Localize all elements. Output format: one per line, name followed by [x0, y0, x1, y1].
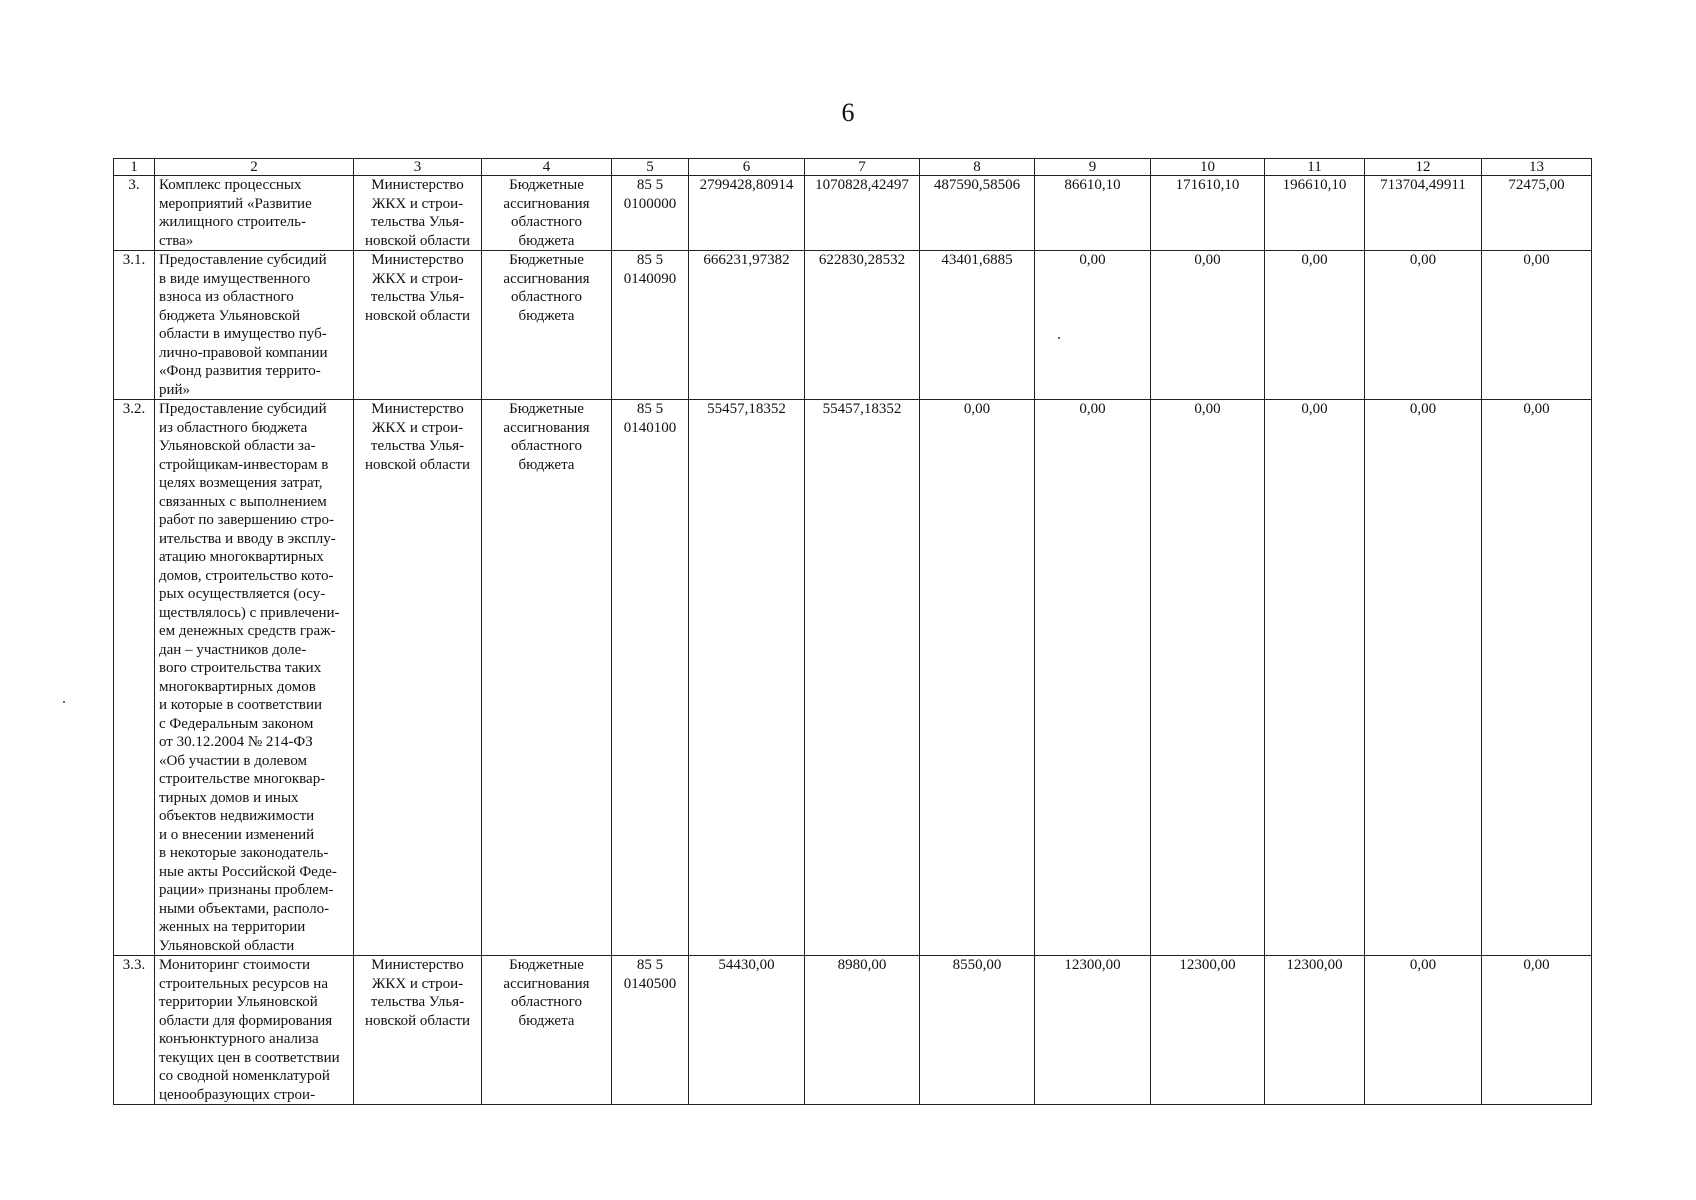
amount-cell: 0,00 [1365, 400, 1482, 956]
measure-name-line: Предоставление субсидий [159, 401, 327, 417]
measure-name-line: работ по завершению стро- [159, 512, 335, 528]
measure-name-line: Мониторинг стоимости [159, 957, 310, 973]
scan-speck [63, 701, 65, 703]
measure-name-line: ные акты Российской Феде- [159, 863, 337, 880]
column-number: 11 [1265, 159, 1365, 176]
measure-name-line: области в имущество пуб- [159, 326, 327, 342]
measure-name-line: Предоставление субсидий [159, 252, 327, 268]
measure-name-line: со сводной номенклатурой [159, 1068, 330, 1084]
responsible-line: тельства Улья- [370, 994, 465, 1010]
column-number: 4 [482, 159, 612, 176]
amount-cell: 0,00 [1151, 400, 1265, 956]
measure-name-line: в некоторые законодатель- [159, 845, 329, 861]
responsible-executor [354, 400, 482, 956]
funding-source-line: ассигнования [503, 195, 590, 212]
measure-name-line: мероприятий «Развитие [159, 195, 312, 212]
funding-source-line: бюджета [518, 232, 575, 249]
measure-name-line: тирных домов и иных [159, 789, 299, 806]
measure-name-line: вого строительства таких [159, 660, 322, 676]
table-row [114, 956, 1592, 1105]
budget-code-line: 40100 [638, 419, 677, 436]
amount-cell: 12300,00 [1265, 956, 1365, 1105]
table-row [114, 400, 1592, 956]
measure-name [155, 400, 354, 956]
amount-cell: 55457,18352 [689, 400, 805, 956]
measure-name [155, 251, 354, 400]
column-number: 9 [1035, 159, 1151, 176]
responsible-line: тельства Улья- [370, 289, 465, 305]
amount-cell: 72475,00 [1482, 176, 1592, 251]
amount-cell: 0,00 [1265, 400, 1365, 956]
measure-name-line: «Фонд развития террито- [159, 363, 321, 379]
measure-name-line: ительства и вводу в эксплу- [159, 530, 336, 547]
measure-name-line: бюджета Ульяновской [159, 307, 301, 324]
measure-name-line: атацию многоквартирных [159, 549, 324, 565]
measure-name-line: из областного бюджета [159, 419, 308, 436]
funding-source-line: Бюджетные [509, 252, 584, 268]
funding-source-line: областного [511, 214, 582, 230]
responsible-line: новской области [364, 456, 471, 473]
budget-code [612, 956, 689, 1105]
funding-source [482, 176, 612, 251]
measure-name-line: строительстве многоквар- [159, 771, 326, 787]
budget-code-line: 40090 [638, 270, 677, 287]
column-number: 10 [1151, 159, 1265, 176]
funding-source-line: областного [511, 289, 582, 305]
amount-cell: 0,00 [1482, 251, 1592, 400]
amount-cell: 8550,00 [920, 956, 1035, 1105]
column-number-row [114, 159, 1592, 176]
measure-name-line: женных на территории [159, 919, 306, 935]
column-number: 1 [114, 159, 155, 176]
funding-source-line: ассигнования [503, 419, 590, 436]
budget-code [612, 176, 689, 251]
amount-cell: 0,00 [1151, 251, 1265, 400]
funding-source-line: Бюджетные [509, 957, 584, 973]
measure-name-line: рых осуществляется (осу- [159, 586, 326, 602]
responsible-line: Министерство [371, 957, 464, 973]
measure-name-line: текущих цен в соответствии [159, 1049, 340, 1066]
responsible-executor [354, 176, 482, 251]
row-number: 3.1. [114, 251, 155, 400]
amount-cell: 0,00 [920, 400, 1035, 956]
measure-name-line: стройщикам-инвесторам в [159, 456, 329, 473]
column-number: 3 [354, 159, 482, 176]
budget-code-line: 40500 [638, 975, 677, 992]
amount-cell: 0,00 [1365, 251, 1482, 400]
funding-source-line: ассигнования [503, 270, 590, 287]
row-number: 3. [114, 176, 155, 251]
responsible-line: Министерство [371, 177, 464, 193]
amount-cell: 12300,00 [1151, 956, 1265, 1105]
budget-code-line: 85 5 01 [623, 401, 664, 436]
amount-cell: 666231,97382 [689, 251, 805, 400]
amount-cell: 55457,18352 [805, 400, 920, 956]
responsible-line: новской области [364, 232, 471, 249]
budget-code-line: 85 5 01 [623, 252, 664, 287]
amount-cell: 2799428,80914 [689, 176, 805, 251]
amount-cell: 196610,10 [1265, 176, 1365, 251]
measure-name-line: строительных ресурсов на [159, 975, 328, 992]
amount-cell: 12300,00 [1035, 956, 1151, 1105]
measure-name-line: области для формирования [159, 1012, 333, 1029]
measure-name-line: домов, строительство кото- [159, 567, 334, 584]
measure-name-line: ществлялось) с привлечени- [159, 604, 340, 621]
measure-name-line: Ульяновской области [159, 937, 295, 954]
funding-source-line: бюджета [518, 1012, 575, 1029]
budget-code [612, 400, 689, 956]
measure-name-line: Ульяновской области за- [159, 438, 316, 454]
measure-name-line: рий» [159, 381, 191, 398]
responsible-line: новской области [364, 307, 471, 324]
funding-source [482, 400, 612, 956]
column-number: 7 [805, 159, 920, 176]
measure-name-line: территории Ульяновской [159, 994, 318, 1010]
row-number: 3.2. [114, 400, 155, 956]
measure-name-line: ем денежных средств граж- [159, 623, 336, 639]
amount-cell: 0,00 [1482, 956, 1592, 1105]
funding-source-line: ассигнования [503, 975, 590, 992]
budget-code [612, 251, 689, 400]
responsible-line: ЖКХ и строи- [371, 270, 464, 287]
measure-name-line: конъюнктурного анализа [159, 1031, 319, 1047]
funding-source [482, 956, 612, 1105]
responsible-line: ЖКХ и строи- [371, 195, 464, 212]
column-number: 8 [920, 159, 1035, 176]
responsible-line: тельства Улья- [370, 214, 465, 230]
budget-code-line: 00000 [638, 195, 677, 212]
measure-name-line: жилищного строитель- [159, 214, 306, 230]
amount-cell: 622830,28532 [805, 251, 920, 400]
column-number: 12 [1365, 159, 1482, 176]
measure-name-line: с Федеральным законом [159, 715, 314, 732]
funding-source-line: областного [511, 438, 582, 454]
responsible-line: Министерство [371, 401, 464, 417]
funding-source-line: областного [511, 994, 582, 1010]
measure-name-line: ства» [159, 232, 194, 249]
measure-name-line: связанных с выполнением [159, 493, 327, 510]
amount-cell: 0,00 [1265, 251, 1365, 400]
table-row [114, 176, 1592, 251]
measure-name-line: «Об участии в долевом [159, 752, 308, 769]
measure-name-line: целях возмещения затрат, [159, 475, 323, 491]
amount-cell: 171610,10 [1151, 176, 1265, 251]
responsible-line: ЖКХ и строи- [371, 419, 464, 436]
amount-cell: 0,00 [1482, 400, 1592, 956]
measure-name-line: взноса из областного [159, 289, 294, 305]
column-number: 13 [1482, 159, 1592, 176]
measure-name-line: дан – участников доле- [159, 641, 307, 658]
budget-code-line: 85 5 01 [623, 177, 664, 212]
measure-name-line: Комплекс процессных [159, 177, 302, 193]
measure-name-line: в виде имущественного [159, 270, 311, 287]
measure-name-line: ценообразующих строи- [159, 1086, 316, 1103]
page-number: 6 [841, 98, 855, 127]
budget-table [113, 158, 1592, 1105]
measure-name [155, 956, 354, 1105]
responsible-line: ЖКХ и строи- [371, 975, 464, 992]
measure-name-line: рации» признаны проблем- [159, 882, 334, 898]
amount-cell: 0,00 [1365, 956, 1482, 1105]
amount-cell: 1070828,42497 [805, 176, 920, 251]
responsible-line: новской области [364, 1012, 471, 1029]
measure-name-line: и о внесении изменений [159, 826, 315, 843]
column-number: 6 [689, 159, 805, 176]
responsible-executor [354, 956, 482, 1105]
funding-source [482, 251, 612, 400]
table-row [114, 251, 1592, 400]
amount-cell: 86610,10 [1035, 176, 1151, 251]
responsible-line: Министерство [371, 252, 464, 268]
amount-cell: 0,00 [1035, 251, 1151, 400]
amount-cell: 54430,00 [689, 956, 805, 1105]
measure-name-line: ными объектами, располо- [159, 900, 330, 917]
responsible-executor [354, 251, 482, 400]
amount-cell: 8980,00 [805, 956, 920, 1105]
measure-name [155, 176, 354, 251]
amount-cell: 487590,58506 [920, 176, 1035, 251]
measure-name-line: и которые в соответствии [159, 697, 323, 713]
funding-source-line: Бюджетные [509, 401, 584, 417]
amount-cell: 713704,49911 [1365, 176, 1482, 251]
funding-source-line: Бюджетные [509, 177, 584, 193]
measure-name-line: объектов недвижимости [159, 808, 315, 824]
column-number: 5 [612, 159, 689, 176]
measure-name-line: от 30.12.2004 № 214-ФЗ [159, 734, 313, 750]
amount-cell: 0,00 [1035, 400, 1151, 956]
responsible-line: тельства Улья- [370, 438, 465, 454]
column-number: 2 [155, 159, 354, 176]
funding-source-line: бюджета [518, 307, 575, 324]
amount-cell: 43401,6885 [920, 251, 1035, 400]
measure-name-line: лично-правовой компании [159, 344, 328, 361]
measure-name-line: многоквартирных домов [159, 678, 316, 695]
funding-source-line: бюджета [518, 456, 575, 473]
row-number: 3.3. [114, 956, 155, 1105]
budget-code-line: 85 5 01 [623, 957, 664, 992]
